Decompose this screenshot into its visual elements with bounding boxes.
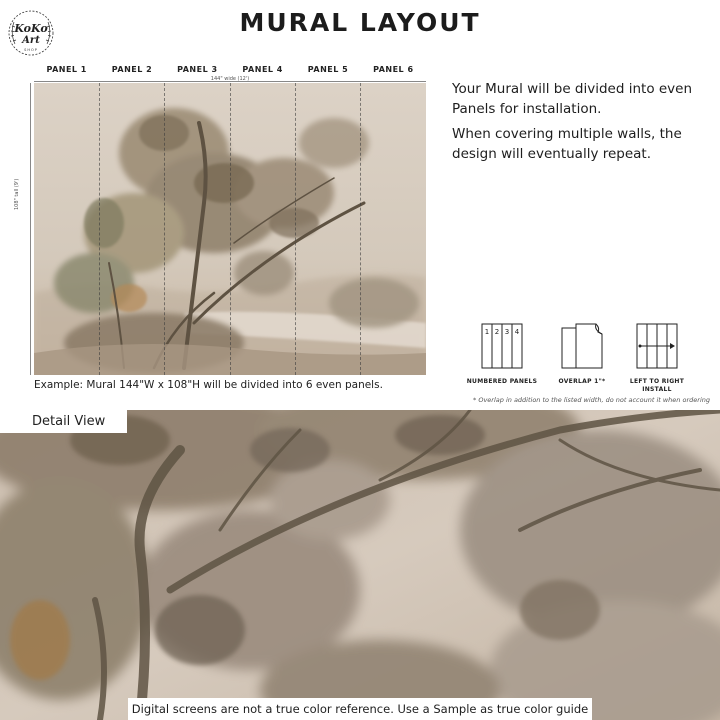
detail-view-label: Detail View <box>0 410 127 433</box>
panel-label-6: PANEL 6 <box>373 65 414 74</box>
info-line-repeat: When covering multiple walls, the design will eventually repeat. <box>452 126 682 162</box>
svg-text:1: 1 <box>484 328 490 336</box>
svg-text:3: 3 <box>504 328 510 336</box>
mural-preview-image <box>34 83 426 375</box>
panel-divider <box>164 83 165 375</box>
detail-view-image <box>0 410 720 720</box>
svg-text:4: 4 <box>514 328 520 336</box>
svg-text:2: 2 <box>494 328 500 336</box>
overlap-caption: OVERLAP 1"* <box>558 378 606 385</box>
numbered-panels-caption: NUMBERED PANELS <box>466 378 538 385</box>
overlap-icon <box>554 322 610 370</box>
panel-label-3: PANEL 3 <box>177 65 218 74</box>
panel-label-2: PANEL 2 <box>111 65 153 74</box>
logo-text: KoKo <box>14 22 48 35</box>
color-disclaimer: Digital screens are not a true color reference. Use a Sample as true color guide <box>128 698 592 720</box>
svg-text:Art: Art <box>22 35 40 46</box>
left-to-right-block <box>621 322 693 394</box>
install-icons <box>466 322 714 393</box>
overlap-block <box>546 322 618 386</box>
panel-divider <box>295 83 296 375</box>
height-dimension-label: 108" tall (9') <box>14 178 20 210</box>
panel-divider <box>99 83 100 375</box>
panel-label-4: PANEL 4 <box>242 65 283 74</box>
panel-divider <box>360 83 361 375</box>
page-title: MURAL LAYOUT <box>239 8 481 37</box>
info-line-panels: Your Mural will be divided into even Panels for installation. <box>452 81 693 117</box>
overlap-footnote: * Overlap in addition to the listed width, do not account it when ordering <box>473 396 710 404</box>
panel-label-5: PANEL 5 <box>307 65 349 74</box>
numbered-panels-icon <box>474 322 530 370</box>
width-dimension-label: 144" wide (12') <box>210 76 250 82</box>
info-text <box>452 80 714 170</box>
left-to-right-icon <box>629 322 685 370</box>
height-dimension-line <box>30 83 31 375</box>
panel-label-1: PANEL 1 <box>46 65 87 74</box>
left-to-right-caption: LEFT TO RIGHT INSTALL <box>629 378 685 393</box>
numbered-panels-block <box>466 322 538 386</box>
example-caption: Example: Mural 144"W x 108"H will be divided into 6 even panels. <box>34 379 383 391</box>
panel-divider <box>230 83 231 375</box>
svg-text:SHOP: SHOP <box>24 48 38 52</box>
